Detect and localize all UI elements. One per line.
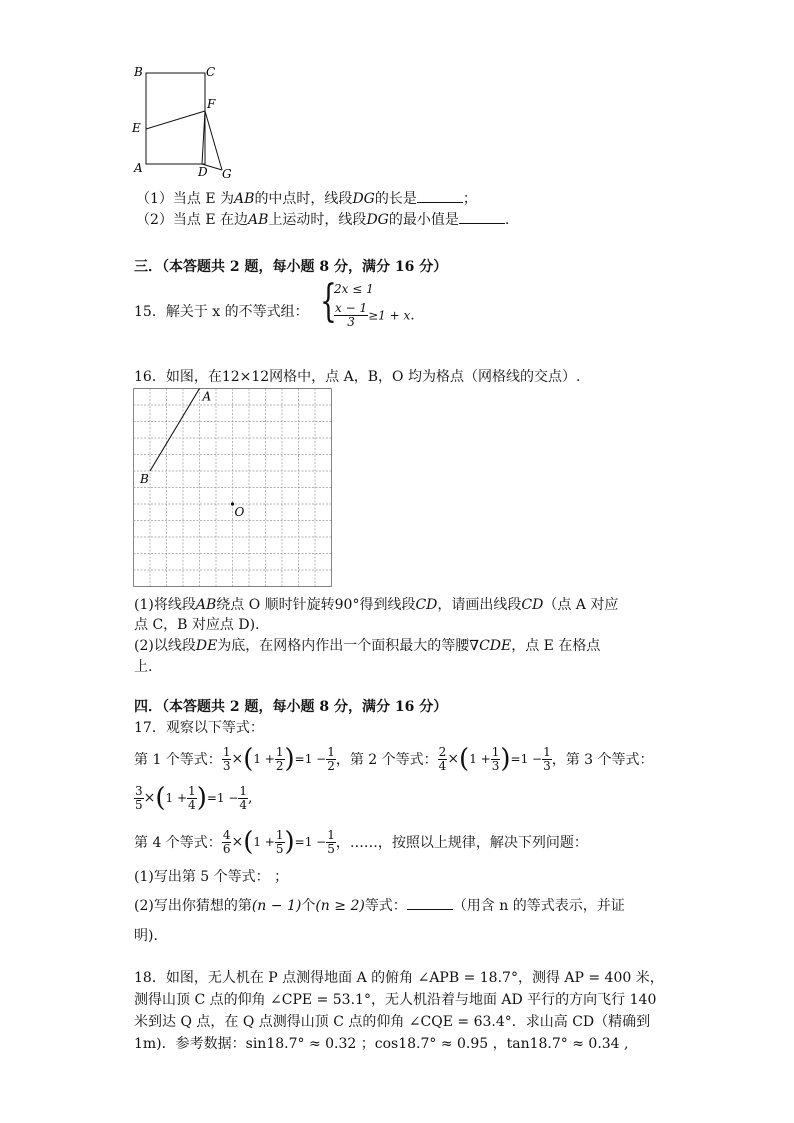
left-brace: { xyxy=(320,276,337,327)
label-b: B xyxy=(140,472,149,486)
q17-part2: (2)写出你猜想的第(n − 1)个(n ≥ 2)等式： （用含 n 的等式表示，并证 xyxy=(134,898,625,914)
grid-figure xyxy=(133,388,333,588)
q16-part2-line2: 上. xyxy=(134,659,153,675)
label-o: O xyxy=(234,505,245,519)
q17-intro: 17．观察以下等式： xyxy=(134,720,264,736)
inequality-2: $\frac{x - 1}{3}$ ≥1 + x. xyxy=(335,301,415,329)
q17-equations-row2: $\frac{3}{5}$ × ( 1 + $\frac{1}{4}$ ) =1 − $\frac{1}{4}$ , xyxy=(135,783,253,813)
label-d: D xyxy=(198,165,208,179)
section-4-title: 四．（本答题共 2 题，每小题 8 分，满分 16 分） xyxy=(134,699,448,715)
label-g: G xyxy=(222,167,232,181)
q16-part1: (1)将线段AB绕点 O 顺时针旋转90°得到线段CD，请画出线段CD（点 A 对应 xyxy=(134,597,619,613)
label-b: B xyxy=(134,65,143,79)
q17-equations-row1: 第 1 个等式： $\frac{1}{3}$ × ( 1 + $\frac{1}{2}$ ) =1 − $\frac{1}{2}$ ，第 2 个等式： $\frac{2}{4}$ × ( 1 + $\frac{1}{3}$ ) =1 − $\frac{1}{3}$ ，第 3 个等式： xyxy=(134,744,654,774)
answer-blank[interactable] xyxy=(417,190,463,203)
label-e: E xyxy=(132,121,141,135)
label-f: F xyxy=(207,97,216,111)
q17-part1: (1)写出第 5 个等式： ； xyxy=(134,869,289,885)
segment-ef xyxy=(146,111,205,129)
q18-line1: 18．如图，无人机在 P 点测得地面 A 的俯角 ∠APB = 18.7°，测得 AP = 400 米， xyxy=(134,970,664,986)
q16-text: 16．如图，在12×12网格中，点 A，B，O 均为格点（网格线的交点）. xyxy=(134,369,581,385)
inequality-1: 2x ≤ 1 xyxy=(334,282,374,296)
rectangle-abcd xyxy=(146,73,205,164)
q15-text: 15．解关于 x 的不等式组： xyxy=(134,304,309,320)
q18-line2: 测得山顶 C 点的仰角 ∠CPE = 53.1°，无人机沿着与地面 AD 平行的方向飞行 140 xyxy=(134,992,657,1008)
q14-part2: （2）当点 E 在边AB上运动时，线段DG的最小值是 . xyxy=(136,212,510,228)
q18-line4: 1m)．参考数据：sin18.7° ≈ 0.32 ；cos18.7° ≈ 0.95 ，tan18.7° ≈ 0.34 , xyxy=(134,1036,629,1052)
answer-blank[interactable] xyxy=(407,897,453,910)
segment-ab xyxy=(150,389,200,472)
q16-part2: (2)以线段DE为底，在网格内作出一个面积最大的等腰∇CDE，点 E 在格点 xyxy=(134,638,601,654)
q17-equations-row3: 第 4 个等式： $\frac{4}{6}$ × ( 1 + $\frac{1}{5}$ ) =1 − $\frac{1}{5}$ ，……，按照以上规律，解决下列问题： xyxy=(134,827,588,857)
label-a: A xyxy=(202,389,212,404)
inequality-system xyxy=(320,276,415,340)
label-a: A xyxy=(134,161,143,175)
rectangle-figure xyxy=(130,62,240,182)
segment-fg xyxy=(205,111,222,170)
q14-part1: （1）当点 E 为AB的中点时，线段DG的长是 ； xyxy=(136,191,477,207)
section-3-title: 三．（本答题共 2 题，每小题 8 分，满分 16 分） xyxy=(134,259,448,275)
grid-lines xyxy=(134,389,332,587)
answer-blank[interactable] xyxy=(459,211,505,224)
label-c: C xyxy=(206,65,216,79)
q17-part2-line2: 明). xyxy=(134,928,158,944)
q18-line3: 米到达 Q 点，在 Q 点测得山顶 C 点的仰角 ∠CQE = 63.4°．求山高 CD（精确到 xyxy=(134,1014,651,1030)
q16-part1-line2: 点 C，B 对应点 D). xyxy=(134,617,260,633)
